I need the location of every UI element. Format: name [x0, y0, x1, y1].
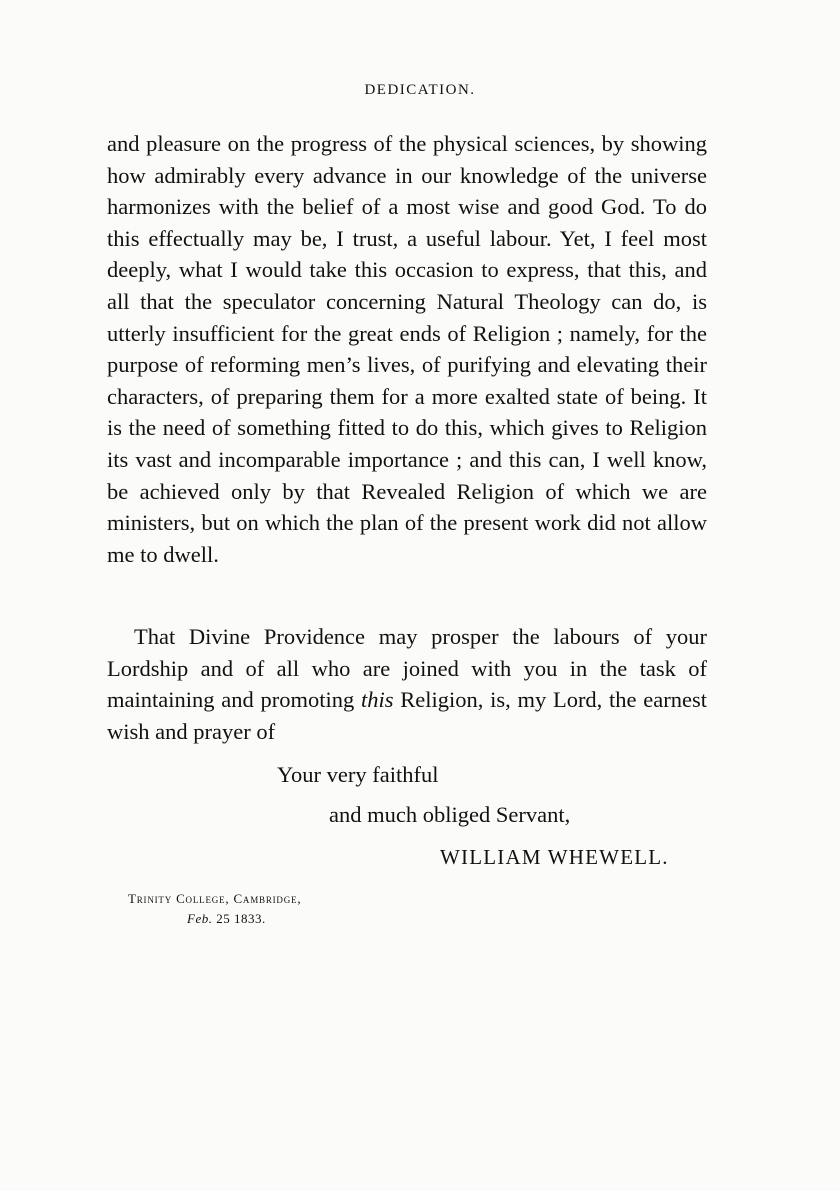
running-head: DEDICATION. [364, 82, 476, 98]
place-line: Trinity College, Cambridge, [128, 891, 302, 906]
date-line [187, 911, 266, 927]
date-day-year: 25 1833. [216, 911, 266, 926]
dedication-paragraph-1 [107, 128, 707, 570]
dedication-paragraph-2 [107, 621, 707, 747]
paragraph-2-text-start: That Divine Providence may prosper the labours of your Lordship and of all who are joined with you in the task of maintaining and promoting [107, 624, 707, 713]
author-signature: WILLIAM WHEWELL. [440, 845, 669, 869]
closing-line-2: and much obliged Servant, [329, 802, 571, 827]
paragraph-1-text: and pleasure on the progress of the physical sciences, by showing how admirably every advance in our knowledge of the universe harmonizes with the belief of a most wise and good God. To do this effectually may be, I trust, a useful labour. Yet, I feel most deeply, what I would take this occasion to express, that this, and all that the speculator concerning Natural Theology can do, is utterly insufficient for the great ends of Religion ; namely, for the purpose of reforming men’s lives, of purifying and elevating their characters, of preparing them for a more exalted state of being. It is the need of something fitted to do this, which gives to Religion its vast and incomparable importance ; and this can, I well know, be achieved only by that Revealed Religion of which we are ministers, but on which the plan of the present work did not allow me to dwell. [107, 131, 707, 567]
closing-line-1: Your very faithful [277, 762, 439, 787]
paragraph-2-emphasis: this [360, 687, 394, 713]
paragraph-2-text-end: Religion, is, my Lord, the earnest wish and prayer of [107, 687, 707, 744]
date-month: Feb. [187, 911, 213, 926]
